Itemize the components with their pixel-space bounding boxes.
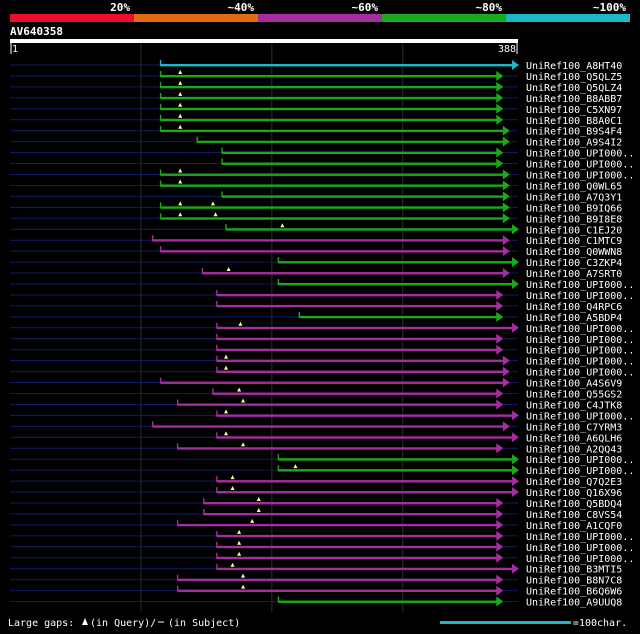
- hit-end-arrow-icon: [496, 301, 503, 311]
- hit-bar: [213, 393, 498, 395]
- hit-row[interactable]: [10, 212, 622, 225]
- hit-row[interactable]: [10, 475, 622, 488]
- hit-row[interactable]: [10, 322, 634, 335]
- hit-name[interactable]: UniRef100_A7Q3Y1: [526, 192, 623, 204]
- hit-bar: [161, 217, 505, 219]
- hit-end-arrow-icon: [503, 126, 510, 136]
- hit-row[interactable]: [10, 257, 622, 269]
- hit-bar: [161, 382, 505, 384]
- hit-end-arrow-icon: [512, 323, 519, 333]
- hit-name[interactable]: UniRef100_A5BDP4: [526, 312, 623, 324]
- hit-name[interactable]: UniRef100_Q7Q2E3: [526, 477, 623, 489]
- hit-row[interactable]: [10, 159, 634, 171]
- query-gap-marker: [214, 212, 218, 216]
- hit-name[interactable]: UniRef100_A8HT40: [526, 61, 623, 72]
- hit-row[interactable]: [10, 267, 622, 280]
- query-gap-marker: [178, 212, 182, 216]
- legend-swatch: [10, 14, 134, 22]
- hit-name[interactable]: UniRef100_B9S4F4: [526, 126, 623, 138]
- hit-end-arrow-icon: [496, 542, 503, 552]
- hit-name[interactable]: UniRef100_UPI000..: [526, 290, 635, 302]
- query-gap-marker: [257, 497, 261, 501]
- query-track: [10, 25, 518, 55]
- query-gap-marker: [178, 201, 182, 205]
- hit-row[interactable]: [10, 223, 622, 236]
- query-name: AV640358: [10, 25, 63, 38]
- hit-name[interactable]: UniRef100_C4JTK8: [526, 400, 623, 412]
- hit-end-arrow-icon: [496, 312, 503, 322]
- hit-end-arrow-icon: [496, 586, 503, 596]
- hit-end-arrow-icon: [503, 137, 510, 147]
- hit-bar: [178, 447, 499, 449]
- hit-row[interactable]: [10, 585, 622, 598]
- hit-end-arrow-icon: [496, 509, 503, 519]
- hit-end-arrow-icon: [496, 345, 503, 355]
- hit-name[interactable]: UniRef100_B9I8E8: [526, 214, 623, 226]
- hit-row[interactable]: [10, 81, 622, 94]
- legend-label: ~60%: [351, 1, 378, 14]
- hit-row[interactable]: [10, 355, 634, 368]
- hit-end-arrow-icon: [512, 432, 519, 442]
- hit-row[interactable]: [10, 301, 622, 313]
- hit-name[interactable]: UniRef100_UPI000..: [526, 466, 635, 478]
- hit-end-arrow-icon: [496, 104, 503, 114]
- hit-name[interactable]: UniRef100_C1MTC9: [526, 236, 623, 248]
- hit-row[interactable]: [10, 334, 634, 346]
- query-gap-marker: [178, 179, 182, 183]
- hit-name[interactable]: UniRef100_Q16X96: [526, 488, 623, 500]
- hit-bar: [217, 371, 505, 373]
- hit-name[interactable]: UniRef100_Q55GS2: [526, 389, 623, 401]
- hit-bar: [278, 283, 514, 285]
- hit-end-arrow-icon: [503, 268, 510, 278]
- scale-label: =100char.: [572, 618, 628, 629]
- hit-row[interactable]: [10, 246, 622, 258]
- legend-swatch: [134, 14, 258, 22]
- hit-name[interactable]: UniRef100_C5XN97: [526, 104, 623, 116]
- hit-name[interactable]: UniRef100_B6Q6W6: [526, 586, 623, 598]
- hit-name[interactable]: UniRef100_UPI000..: [526, 531, 635, 543]
- hit-name[interactable]: UniRef100_A2QQ43: [526, 444, 623, 456]
- query-gap-marker: [178, 114, 182, 118]
- query-gap-marker: [231, 486, 235, 490]
- ruler-end: 388: [497, 44, 516, 55]
- hit-bar: [299, 316, 498, 318]
- hit-end-arrow-icon: [503, 421, 510, 431]
- query-gap-marker: [178, 92, 182, 96]
- hit-bar: [204, 513, 499, 515]
- hit-row[interactable]: [10, 366, 634, 379]
- hit-name[interactable]: UniRef100_Q5BDQ4: [526, 499, 623, 510]
- hit-row[interactable]: [10, 169, 634, 182]
- ruler-start: 1: [12, 44, 19, 55]
- hit-name[interactable]: UniRef100_UPI000..: [526, 356, 635, 368]
- query-gap-marker: [231, 563, 235, 567]
- hit-bar: [178, 403, 499, 405]
- hit-bar: [161, 97, 499, 99]
- hit-bar: [161, 250, 505, 252]
- query-gap-marker: [224, 409, 228, 413]
- hit-end-arrow-icon: [503, 202, 510, 212]
- hit-name[interactable]: UniRef100_UPI000..: [526, 411, 635, 423]
- hit-bar: [217, 349, 498, 351]
- hit-end-arrow-icon: [512, 410, 519, 420]
- query-gap-marker: [178, 70, 182, 74]
- hit-row[interactable]: [10, 421, 622, 433]
- hit-row[interactable]: [10, 442, 622, 455]
- hit-row[interactable]: [10, 486, 622, 499]
- hit-end-arrow-icon: [503, 246, 510, 256]
- query-gap-marker: [178, 103, 182, 107]
- hit-bar: [278, 601, 498, 603]
- hit-list: [10, 60, 634, 609]
- hit-name[interactable]: UniRef100_UPI000..: [526, 159, 635, 171]
- hit-bar: [161, 174, 505, 176]
- hit-bar: [204, 502, 499, 504]
- hit-end-arrow-icon: [512, 224, 519, 234]
- hit-end-arrow-icon: [496, 498, 503, 508]
- hit-end-arrow-icon: [496, 553, 503, 563]
- hit-row[interactable]: [10, 114, 622, 127]
- query-gap-marker: [211, 201, 215, 205]
- hit-row[interactable]: [10, 530, 634, 543]
- hit-row[interactable]: [10, 312, 622, 324]
- hit-end-arrow-icon: [503, 180, 510, 190]
- hit-end-arrow-icon: [496, 290, 503, 300]
- hit-name[interactable]: UniRef100_Q5QLZ4: [526, 82, 623, 94]
- hit-end-arrow-icon: [512, 487, 519, 497]
- hit-name[interactable]: UniRef100_A7SRT0: [526, 269, 623, 281]
- hit-end-arrow-icon: [503, 213, 510, 223]
- hit-end-arrow-icon: [503, 378, 510, 388]
- hit-bar: [161, 75, 499, 77]
- hit-row[interactable]: [10, 148, 634, 160]
- hit-row[interactable]: [10, 597, 622, 609]
- hit-name[interactable]: UniRef100_Q4RPC6: [526, 301, 623, 313]
- hit-bar: [153, 239, 505, 241]
- hit-bar: [161, 184, 505, 186]
- query-gap-marker: [293, 464, 297, 468]
- hit-end-arrow-icon: [512, 279, 519, 289]
- hit-row[interactable]: [10, 92, 622, 105]
- hit-row[interactable]: [10, 235, 622, 247]
- hit-end-arrow-icon: [503, 235, 510, 245]
- hit-bar: [217, 557, 498, 559]
- hit-name[interactable]: UniRef100_C1EJ20: [526, 225, 623, 237]
- hit-end-arrow-icon: [496, 115, 503, 125]
- hit-end-arrow-icon: [503, 356, 510, 366]
- hit-bar: [178, 524, 499, 526]
- query-gap-marker: [224, 431, 228, 435]
- hit-end-arrow-icon: [503, 367, 510, 377]
- hit-row[interactable]: [10, 70, 622, 83]
- hit-bar: [153, 425, 505, 427]
- hit-end-arrow-icon: [512, 476, 519, 486]
- hit-bar: [217, 414, 514, 416]
- hit-bar: [217, 360, 505, 362]
- legend-label: ~80%: [475, 1, 502, 14]
- hit-row[interactable]: [10, 179, 622, 192]
- hit-row[interactable]: [10, 345, 634, 357]
- hit-name[interactable]: UniRef100_B9IQ66: [526, 203, 623, 215]
- hit-name[interactable]: UniRef100_UPI000..: [526, 323, 635, 335]
- hit-name[interactable]: UniRef100_A9UUQ8: [526, 597, 623, 609]
- large-gaps-label: Large gaps:: [8, 618, 75, 629]
- hit-name[interactable]: UniRef100_Q0WWN8: [526, 247, 623, 259]
- hit-bar: [217, 338, 498, 340]
- hit-end-arrow-icon: [496, 399, 503, 409]
- hit-row[interactable]: [10, 398, 622, 411]
- hit-bar: [217, 480, 514, 482]
- query-gap-marker: [237, 541, 241, 545]
- query-gap-marker: [238, 322, 242, 326]
- hit-name[interactable]: UniRef100_C3ZKP4: [526, 258, 623, 270]
- query-gap-marker: [231, 475, 235, 479]
- hit-end-arrow-icon: [496, 148, 503, 158]
- hit-bar: [222, 152, 498, 154]
- hit-end-arrow-icon: [496, 93, 503, 103]
- hit-row[interactable]: [10, 541, 634, 554]
- hit-row[interactable]: [10, 191, 622, 203]
- hit-bar: [278, 469, 514, 471]
- hit-row[interactable]: [10, 464, 634, 477]
- hit-row[interactable]: [10, 103, 622, 116]
- hit-row[interactable]: [10, 519, 622, 532]
- hit-row[interactable]: [10, 431, 622, 444]
- hit-bar: [222, 163, 498, 165]
- query-gap-marker: [178, 81, 182, 85]
- scale-bar: [440, 621, 571, 624]
- hit-row[interactable]: [10, 378, 622, 390]
- hit-bar: [161, 86, 499, 88]
- hit-name[interactable]: UniRef100_C7YRM3: [526, 422, 623, 434]
- hit-name[interactable]: UniRef100_A4S6V9: [526, 378, 623, 390]
- query-gap-marker: [237, 530, 241, 534]
- hit-name[interactable]: UniRef100_UPI000..: [526, 280, 635, 291]
- hit-name[interactable]: UniRef100_UPI000..: [526, 542, 635, 554]
- hit-bar: [278, 458, 514, 460]
- hit-row[interactable]: [10, 290, 634, 302]
- hit-bar: [226, 228, 514, 230]
- hit-bar: [217, 327, 514, 329]
- hit-name[interactable]: UniRef100_B8A0C1: [526, 115, 623, 127]
- query-gap-marker: [224, 355, 228, 359]
- query-gap-marker-icon: [82, 618, 88, 625]
- hit-name[interactable]: UniRef100_B8N7C8: [526, 575, 623, 587]
- query-gap-marker: [241, 574, 245, 578]
- hit-bar: [217, 491, 514, 493]
- hit-row[interactable]: [10, 508, 622, 521]
- hit-bar: [217, 546, 498, 548]
- hit-name[interactable]: UniRef100_A1CQF0: [526, 520, 623, 532]
- query-gap-marker: [250, 519, 254, 523]
- query-gap-marker: [241, 442, 245, 446]
- query-gap-marker: [241, 585, 245, 589]
- query-gap-marker: [178, 125, 182, 129]
- query-gap-marker: [224, 366, 228, 370]
- hit-end-arrow-icon: [512, 60, 519, 70]
- hit-row[interactable]: [10, 574, 622, 587]
- query-gap-marker: [241, 398, 245, 402]
- hit-bar: [178, 579, 499, 581]
- hit-bar: [217, 436, 514, 438]
- hit-bar: [278, 261, 514, 263]
- query-gap-label: (in Query)/: [90, 618, 157, 629]
- hit-row[interactable]: [10, 388, 622, 401]
- hit-end-arrow-icon: [512, 257, 519, 267]
- hit-name[interactable]: UniRef100_B8ABB7: [526, 93, 623, 105]
- hit-bar: [217, 535, 498, 537]
- hit-name[interactable]: UniRef100_UPI000..: [526, 345, 635, 357]
- query-gap-marker: [237, 552, 241, 556]
- hit-end-arrow-icon: [512, 465, 519, 475]
- hit-name[interactable]: UniRef100_C8VS54: [526, 509, 623, 521]
- hit-row[interactable]: [10, 454, 634, 466]
- legend-label: 20%: [110, 1, 130, 14]
- hit-end-arrow-icon: [496, 520, 503, 530]
- hit-row[interactable]: [10, 279, 634, 291]
- hit-name[interactable]: UniRef100_UPI000..: [526, 148, 635, 160]
- hit-end-arrow-icon: [496, 575, 503, 585]
- hit-row[interactable]: [10, 552, 634, 565]
- hit-bar: [217, 568, 514, 570]
- hit-name[interactable]: UniRef100_UPI000..: [526, 334, 635, 346]
- query-gap-marker: [257, 508, 261, 512]
- hit-end-arrow-icon: [496, 597, 503, 607]
- hit-name[interactable]: UniRef100_A6QLH6: [526, 433, 623, 445]
- query-gap-marker: [178, 169, 182, 173]
- hit-row[interactable]: [10, 60, 622, 72]
- hit-name[interactable]: UniRef100_Q5QLZ5: [526, 71, 623, 83]
- query-bar: [10, 39, 518, 43]
- footer-legend: [8, 618, 627, 629]
- hit-name[interactable]: UniRef100_A9S4I2: [526, 137, 623, 149]
- hit-end-arrow-icon: [496, 159, 503, 169]
- hit-name[interactable]: UniRef100_UPI000..: [526, 455, 635, 467]
- hit-end-arrow-icon: [496, 334, 503, 344]
- legend-swatch: [506, 14, 630, 22]
- hit-bar: [197, 141, 505, 143]
- hit-bar: [217, 305, 498, 307]
- hit-name[interactable]: UniRef100_Q0WL65: [526, 181, 623, 193]
- identity-legend: [10, 1, 630, 22]
- hit-end-arrow-icon: [512, 564, 519, 574]
- hit-end-arrow-icon: [496, 389, 503, 399]
- hit-row[interactable]: [10, 201, 622, 214]
- hit-name[interactable]: UniRef100_B3MTI5: [526, 564, 623, 576]
- hit-name[interactable]: UniRef100_UPI000..: [526, 367, 635, 379]
- hit-end-arrow-icon: [496, 82, 503, 92]
- query-gap-marker: [280, 223, 284, 227]
- query-gap-marker: [227, 267, 231, 271]
- hit-row[interactable]: [10, 563, 622, 576]
- hit-row[interactable]: [10, 137, 622, 149]
- hit-bar: [161, 64, 514, 66]
- hit-end-arrow-icon: [503, 191, 510, 201]
- hit-end-arrow-icon: [496, 443, 503, 453]
- hit-end-arrow-icon: [503, 170, 510, 180]
- hit-name[interactable]: UniRef100_UPI000..: [526, 170, 635, 182]
- legend-swatch: [382, 14, 506, 22]
- hit-end-arrow-icon: [512, 454, 519, 464]
- hit-end-arrow-icon: [496, 531, 503, 541]
- hit-row[interactable]: [10, 409, 634, 422]
- hit-bar: [222, 195, 505, 197]
- hit-bar: [161, 119, 499, 121]
- hit-bar: [178, 590, 499, 592]
- hit-row[interactable]: [10, 497, 622, 510]
- query-gap-marker: [237, 388, 241, 392]
- hit-bar: [161, 206, 505, 208]
- legend-label: ~100%: [592, 1, 626, 14]
- hit-name[interactable]: UniRef100_UPI000..: [526, 553, 635, 565]
- hit-row[interactable]: [10, 125, 622, 138]
- hit-bar: [161, 130, 505, 132]
- hit-bar: [161, 108, 499, 110]
- hit-end-arrow-icon: [496, 71, 503, 81]
- subject-gap-label: (in Subject): [168, 618, 241, 629]
- legend-label: ~40%: [227, 1, 254, 14]
- hit-bar: [202, 272, 504, 274]
- hit-bar: [217, 294, 498, 296]
- legend-swatch: [258, 14, 382, 22]
